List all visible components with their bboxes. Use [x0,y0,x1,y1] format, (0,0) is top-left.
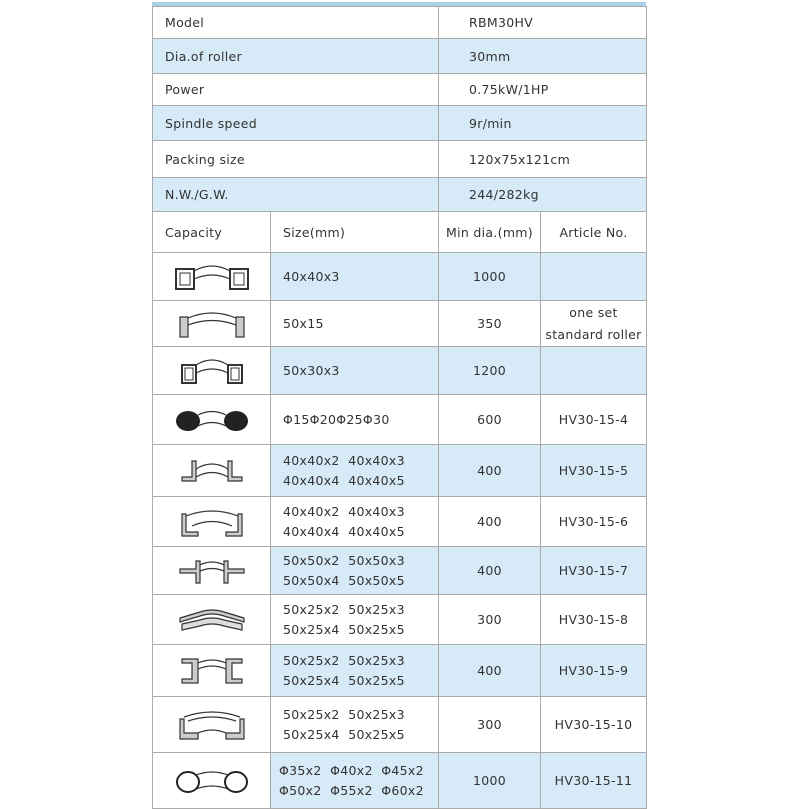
spec-value: RBM30HV [439,7,647,39]
size-line: 50x25x2 50x25x3 [283,601,405,617]
min-dia-value: 350 [439,301,541,347]
round-tube-bend-icon [170,763,254,799]
article-number: HV30-15-10 [554,716,633,732]
capacity-row [153,497,647,547]
spec-label: Dia.of roller [153,39,439,74]
size-line: 40x40x4 40x40x5 [283,472,405,488]
spec-row-roller [153,39,647,74]
capacity-row [153,753,647,809]
header-capacity: Capacity [153,212,271,253]
flat-bar-bend-icon [170,306,254,342]
capacity-row [153,697,647,753]
spec-value: 0.75kW/1HP [439,74,647,106]
profile-cell [153,301,271,347]
profile-cell [153,395,271,445]
spec-label: Packing size [153,141,439,178]
spec-row-power [153,74,647,106]
profile-cell [153,445,271,497]
size-line: 50x25x2 50x25x3 [283,706,405,722]
spec-label: Spindle speed [153,106,439,141]
min-dia-value: 400 [439,497,541,547]
spec-row-weight [153,178,647,212]
capacity-row [153,253,647,301]
spec-row-model [153,7,647,39]
article-number-line2: standard roller [545,326,642,342]
article-number: one set [569,304,618,320]
min-dia-value: 1200 [439,347,541,395]
article-number: HV30-15-4 [558,411,629,427]
spec-value: 244/282kg [439,178,647,212]
square-tube-bend-icon [170,259,254,295]
channel-in-bend-icon [170,707,254,743]
spec-value: 120x75x121cm [439,141,647,178]
header-article: Article No. [541,212,647,253]
angle-out-bend-icon [170,453,254,489]
size-line: 40x40x2 40x40x3 [283,503,405,519]
spec-value: 30mm [439,39,647,74]
profile-cell [153,347,271,395]
profile-cell [153,697,271,753]
capacity-row [153,395,647,445]
min-dia-value: 400 [439,445,541,497]
rect-tube-bend-icon [170,353,254,389]
article-number: HV30-15-6 [558,513,629,529]
capacity-row [153,645,647,697]
size-line: 50x25x2 50x25x3 [283,652,405,668]
capacity-row [153,347,647,395]
min-dia-value: 600 [439,395,541,445]
min-dia-value: 300 [439,595,541,645]
article-number: HV30-15-8 [558,611,629,627]
article-number: HV30-15-11 [554,772,633,788]
size-line: 50x25x4 50x25x5 [283,726,405,742]
header-size: Size(mm) [271,212,439,253]
size-line: 50x25x4 50x25x5 [283,672,405,688]
profile-cell [153,645,271,697]
header-min-dia: Min dia.(mm) [439,212,541,253]
size-line: 40x40x4 40x40x5 [283,523,405,539]
tee-bend-icon [170,553,254,589]
spec-label: Model [153,7,439,39]
spec-table [152,6,647,809]
size-line: 50x15 [283,315,324,331]
spec-row-packing [153,141,647,178]
size-line: Φ50x2 Φ55x2 Φ60x2 [279,782,424,798]
size-line: 40x40x2 40x40x3 [283,452,405,468]
profile-cell [153,497,271,547]
min-dia-value: 400 [439,645,541,697]
capacity-row [153,547,647,595]
min-dia-value: 400 [439,547,541,595]
min-dia-value: 1000 [439,253,541,301]
article-number: HV30-15-9 [558,662,629,678]
spec-value: 9r/min [439,106,647,141]
article-number: HV30-15-5 [558,462,629,478]
size-line: 50x25x4 50x25x5 [283,621,405,637]
capacity-row [153,301,647,347]
channel-vertical-bend-icon [170,653,254,689]
size-line: 50x50x4 50x50x5 [283,572,405,588]
profile-cell [153,253,271,301]
size-line: Φ35x2 Φ40x2 Φ45x2 [279,762,424,778]
angle-in-bend-icon [170,504,254,540]
profile-cell [153,547,271,595]
channel-out-bend-icon [170,602,254,638]
size-line: 50x50x2 50x50x3 [283,552,405,568]
profile-cell [153,753,271,809]
capacity-header-row [153,212,647,253]
spec-label: N.W./G.W. [153,178,439,212]
round-bar-bend-icon [170,402,254,438]
capacity-row [153,445,647,497]
capacity-row [153,595,647,645]
size-line: 50x30x3 [283,362,340,378]
size-line: Φ15Φ20Φ25Φ30 [283,411,390,427]
min-dia-value: 1000 [439,753,541,809]
size-line: 40x40x3 [283,268,340,284]
profile-cell [153,595,271,645]
spec-row-speed [153,106,647,141]
article-number: HV30-15-7 [558,562,629,578]
spec-label: Power [153,74,439,106]
min-dia-value: 300 [439,697,541,753]
